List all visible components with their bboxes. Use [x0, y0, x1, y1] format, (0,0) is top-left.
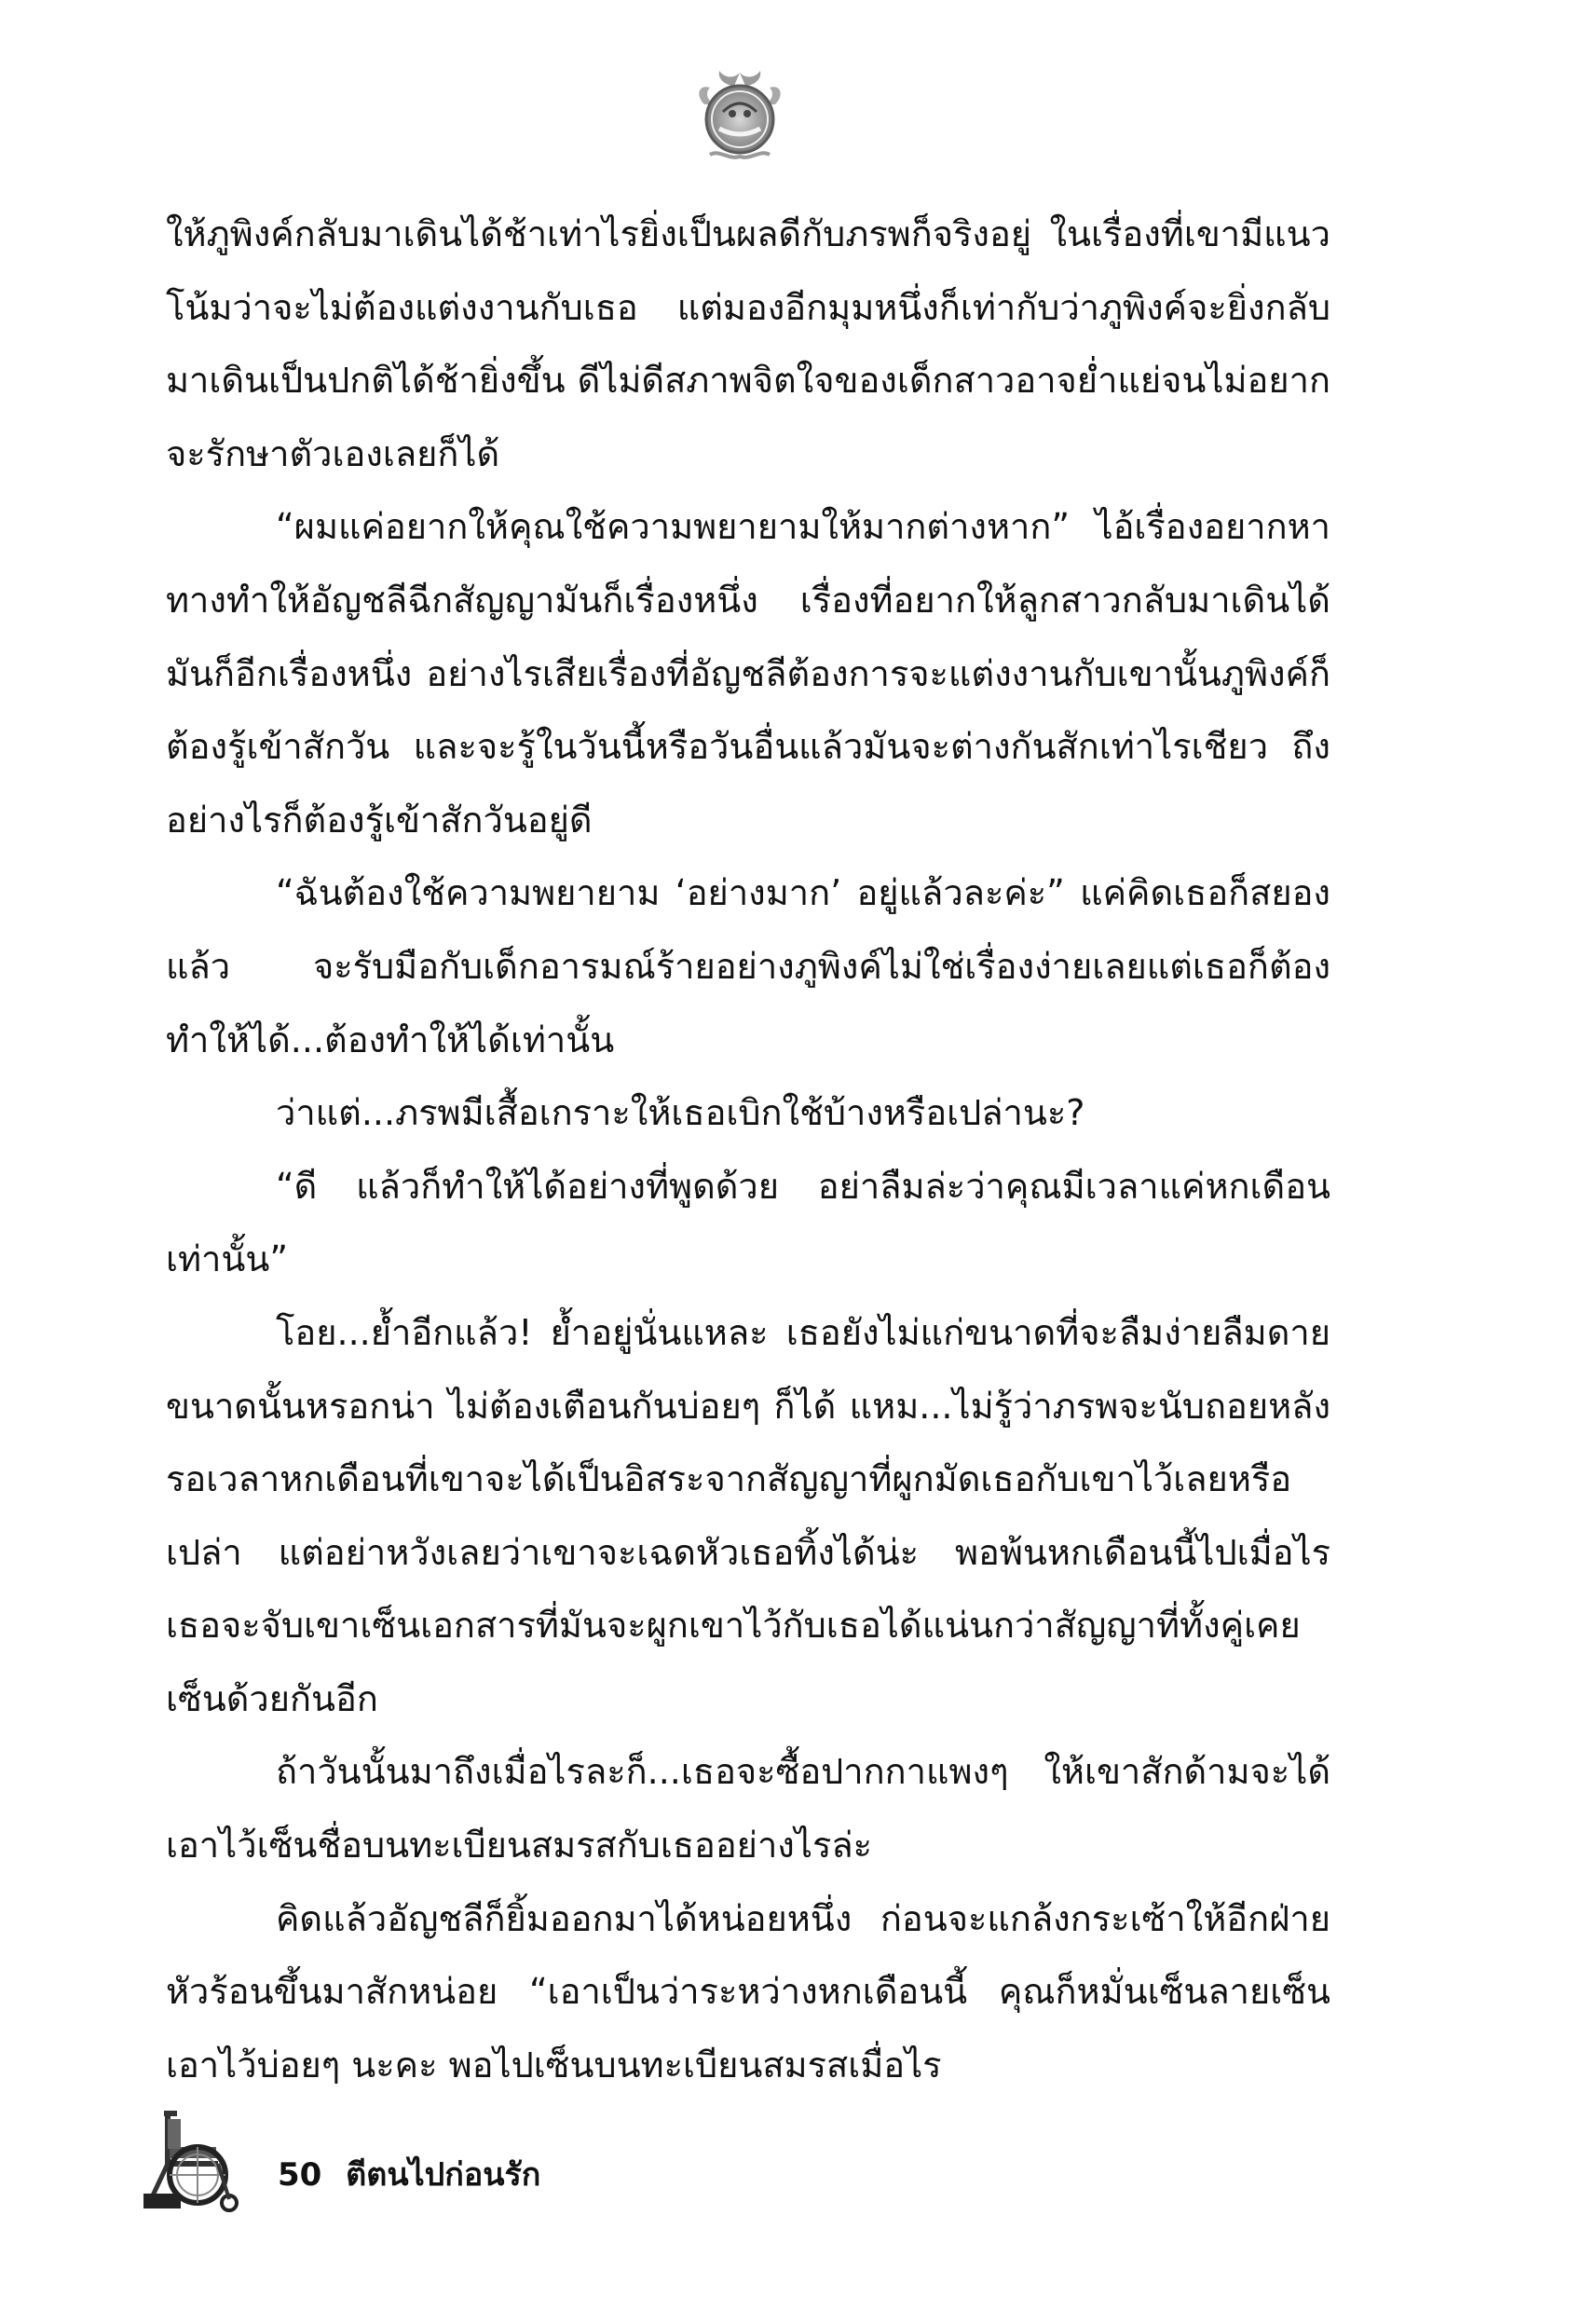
paragraph: ถ้าวันนั้นมาถึงเมื่อไรละก็...เธอจะซื้อปากกาแพงๆ ให้เขาสักด้ามจะได้เอาไว้เซ็นชื่อบนทะเบียนสมรสกับเธออย่างไรล่ะ	[166, 1751, 1330, 1867]
wheelchair-icon	[140, 2106, 242, 2216]
page-body	[166, 198, 1330, 2101]
page-footer	[140, 2106, 699, 2218]
paragraph: “ดี แล้วก็ทำให้ได้อย่างที่พูดด้วย อย่าลืมล่ะว่าคุณมีเวลาแค่หกเดือนเท่านั้น”	[166, 1165, 1330, 1280]
ornamental-crest-logo-icon	[691, 67, 788, 168]
footer-label	[278, 2149, 540, 2199]
paragraph: “ผมแค่อยากให้คุณใช้ความพยายามให้มากต่างหาก” ไอ้เรื่องอยากหาทางทำให้อัญชลีฉีกสัญญามันก็เรื่องหนึ่ง เรื่องที่อยากให้ลูกสาวกลับมาเดินได้มันก็อีกเรื่องหนึ่ง อย่างไรเสียเรื่องที่อัญชลีต้องการจะแต่งงานกับเขานั้นภูพิงค์ก็ต้องรู้เข้าสักวัน และจะรู้ในวันนี้หรือวันอื่นแล้วมันจะต่างกันสักเท่าไรเชียว ถึงอย่างไรก็ต้องรู้เข้าสักวันอยู่ดี	[166, 506, 1330, 841]
paragraph: ให้ภูพิงค์กลับมาเดินได้ช้าเท่าไรยิ่งเป็นผลดีกับภรพก็จริงอยู่ ในเรื่องที่เขามีแนวโน้มว่าจะไม่ต้องแต่งงานกับเธอ แต่มองอีกมุมหนึ่งก็เท่ากับว่าภูพิงค์จะยิ่งกลับมาเดินเป็นปกติได้ช้ายิ่งขึ้น ดีไม่ดีสภาพจิตใจของเด็กสาวอาจย่ำแย่จนไม่อยากจะรักษาตัวเองเลยก็ได้	[166, 213, 1330, 474]
paragraph: คิดแล้วอัญชลีก็ยิ้มออกมาได้หน่อยหนึ่ง ก่อนจะแกล้งกระเซ้าให้อีกฝ่ายหัวร้อนขึ้นมาสักหน่อย “เอาเป็นว่าระหว่างหกเดือนนี้ คุณก็หมั่นเซ็นลายเซ็นเอาไว้บ่อยๆ นะคะ พอไปเซ็นบนทะเบียนสมรสเมื่อไร	[166, 1897, 1330, 2085]
page-number: 50	[278, 2156, 322, 2194]
book-title: ตีตนไปก่อนรัก	[346, 2156, 541, 2194]
paragraph: “ฉันต้องใช้ความพยายาม ‘อย่างมาก’ อยู่แล้วละค่ะ” แค่คิดเธอก็สยองแล้ว จะรับมือกับเด็กอารมณ์ร้ายอย่างภูพิงค์ไม่ใช่เรื่องง่ายเลยแต่เธอก็ต้องทำให้ได้...ต้องทำให้ได้เท่านั้น	[166, 872, 1330, 1060]
paragraph: ว่าแต่...ภรพมีเสื้อเกราะให้เธอเบิกใช้บ้างหรือเปล่านะ?	[276, 1092, 1085, 1134]
header-logo	[691, 67, 788, 168]
paragraph: โอย...ย้ำอีกแล้ว! ย้ำอยู่นั่นแหละ เธอยังไม่แก่ขนาดที่จะลืมง่ายลืมดายขนาดนั้นหรอกน่า ไม่ต้องเตือนกันบ่อยๆ ก็ได้ แหม...ไม่รู้ว่าภรพจะนับถอยหลังรอเวลาหกเดือนที่เขาจะได้เป็นอิสระจากสัญญาที่ผูกมัดเธอกับเขาไว้เลยหรือเปล่า แต่อย่าหวังเลยว่าเขาจะเฉดหัวเธอทิ้งได้น่ะ พอพ้นหกเดือนนี้ไปเมื่อไร เธอจะจับเขาเซ็นเอกสารที่มันจะผูกเขาไว้กับเธอได้แน่นกว่าสัญญาที่ทั้งคู่เคยเซ็นด้วยกันอีก	[166, 1311, 1330, 1719]
